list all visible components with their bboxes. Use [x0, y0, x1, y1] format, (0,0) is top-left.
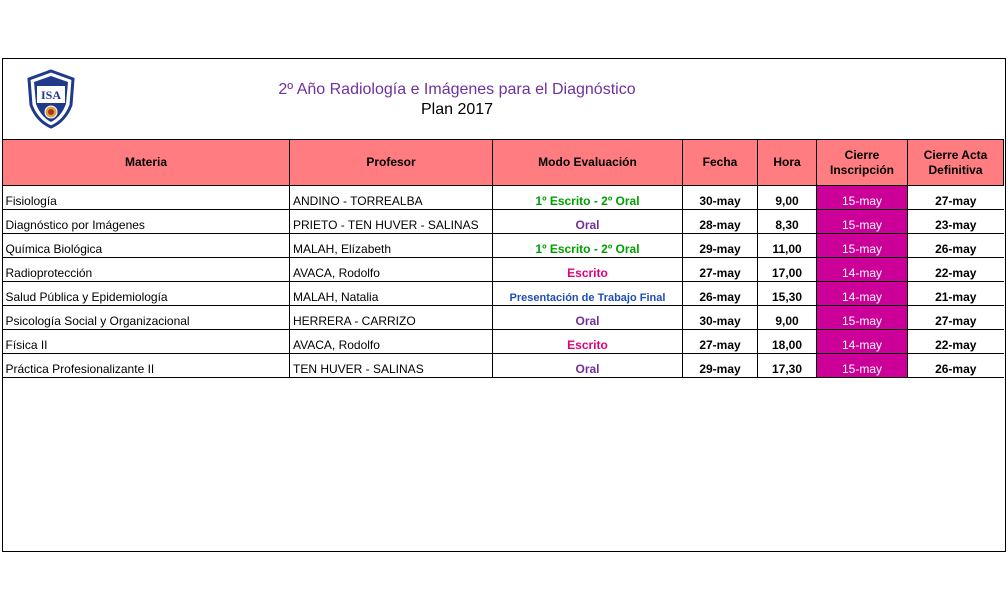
- cell-materia: Diagnóstico por Imágenes: [3, 210, 290, 234]
- column-header-inscripcion: Cierre Inscripción: [817, 140, 908, 186]
- cell-cierre-acta: 22-may: [908, 258, 1004, 282]
- table-row: [3, 258, 1004, 282]
- exam-schedule-table: [2, 139, 1004, 378]
- cell-hora: 18,00: [758, 330, 817, 354]
- table-row: [3, 330, 1004, 354]
- cell-hora: 17,30: [758, 354, 817, 378]
- cell-modo: Oral: [493, 354, 683, 378]
- cell-fecha: 30-may: [683, 186, 758, 210]
- cell-modo: Escrito: [493, 330, 683, 354]
- cell-cierre-acta: 27-may: [908, 306, 1004, 330]
- cell-cierre-inscripcion: 15-may: [817, 306, 908, 330]
- column-header-modo: Modo Evaluación: [493, 140, 683, 186]
- column-header-fecha: Fecha: [683, 140, 758, 186]
- cell-fecha: 29-may: [683, 234, 758, 258]
- column-header-materia: Materia: [3, 140, 290, 186]
- cell-cierre-inscripcion: 15-may: [817, 354, 908, 378]
- cell-cierre-acta: 26-may: [908, 354, 1004, 378]
- cell-profesor: TEN HUVER - SALINAS: [290, 354, 493, 378]
- table-row: [3, 306, 1004, 330]
- cell-fecha: 29-may: [683, 354, 758, 378]
- cell-fecha: 27-may: [683, 258, 758, 282]
- cell-modo: Oral: [493, 210, 683, 234]
- table-header-row: [3, 140, 1004, 186]
- cell-modo: Presentación de Trabajo Final: [493, 282, 683, 306]
- cell-hora: 8,30: [758, 210, 817, 234]
- table-row: [3, 354, 1004, 378]
- plan-subtitle: Plan 2017: [420, 101, 494, 118]
- cell-cierre-acta: 23-may: [908, 210, 1004, 234]
- cell-profesor: AVACA, Rodolfo: [290, 258, 493, 282]
- cell-materia: Práctica Profesionalizante II: [3, 354, 290, 378]
- cell-cierre-inscripcion: 14-may: [817, 330, 908, 354]
- column-header-hora: Hora: [758, 140, 817, 186]
- cell-hora: 11,00: [758, 234, 817, 258]
- page-title: 2º Año Radiología e Imágenes para el Diagnóstico: [278, 81, 636, 98]
- cell-cierre-inscripcion: 15-may: [817, 186, 908, 210]
- table-row: [3, 234, 1004, 258]
- cell-fecha: 27-may: [683, 330, 758, 354]
- cell-hora: 15,30: [758, 282, 817, 306]
- cell-modo: 1º Escrito - 2º Oral: [493, 234, 683, 258]
- cell-profesor: AVACA, Rodolfo: [290, 330, 493, 354]
- cell-cierre-acta: 26-may: [908, 234, 1004, 258]
- cell-cierre-inscripcion: 15-may: [817, 234, 908, 258]
- cell-cierre-acta: 22-may: [908, 330, 1004, 354]
- cell-materia: Física II: [3, 330, 290, 354]
- table-row: [3, 210, 1004, 234]
- institution-logo-icon: [25, 69, 77, 129]
- cell-cierre-acta: 27-may: [908, 186, 1004, 210]
- cell-fecha: 26-may: [683, 282, 758, 306]
- cell-materia: Radioprotección: [3, 258, 290, 282]
- cell-fecha: 30-may: [683, 306, 758, 330]
- cell-hora: 9,00: [758, 306, 817, 330]
- cell-modo: Escrito: [493, 258, 683, 282]
- cell-materia: Química Biológica: [3, 234, 290, 258]
- cell-profesor: PRIETO - TEN HUVER - SALINAS: [290, 210, 493, 234]
- cell-profesor: MALAH, Natalia: [290, 282, 493, 306]
- cell-materia: Salud Pública y Epidemiología: [3, 282, 290, 306]
- spreadsheet-sheet: [2, 58, 1006, 552]
- table-row: [3, 282, 1004, 306]
- cell-cierre-inscripcion: 15-may: [817, 210, 908, 234]
- cell-profesor: MALAH, Elízabeth: [290, 234, 493, 258]
- logo-text: ISA: [40, 88, 62, 102]
- cell-hora: 9,00: [758, 186, 817, 210]
- cell-profesor: ANDINO - TORREALBA: [290, 186, 493, 210]
- cell-hora: 17,00: [758, 258, 817, 282]
- cell-materia: Psicología Social y Organizacional: [3, 306, 290, 330]
- cell-cierre-inscripcion: 14-may: [817, 282, 908, 306]
- cell-cierre-inscripcion: 14-may: [817, 258, 908, 282]
- cell-profesor: HERRERA - CARRIZO: [290, 306, 493, 330]
- cell-cierre-acta: 21-may: [908, 282, 1004, 306]
- cell-materia: Fisiología: [3, 186, 290, 210]
- cell-modo: Oral: [493, 306, 683, 330]
- column-header-acta: Cierre Acta Definitiva: [908, 140, 1004, 186]
- cell-fecha: 28-may: [683, 210, 758, 234]
- column-header-profesor: Profesor: [290, 140, 493, 186]
- cell-modo: 1º Escrito - 2º Oral: [493, 186, 683, 210]
- table-row: [3, 186, 1004, 210]
